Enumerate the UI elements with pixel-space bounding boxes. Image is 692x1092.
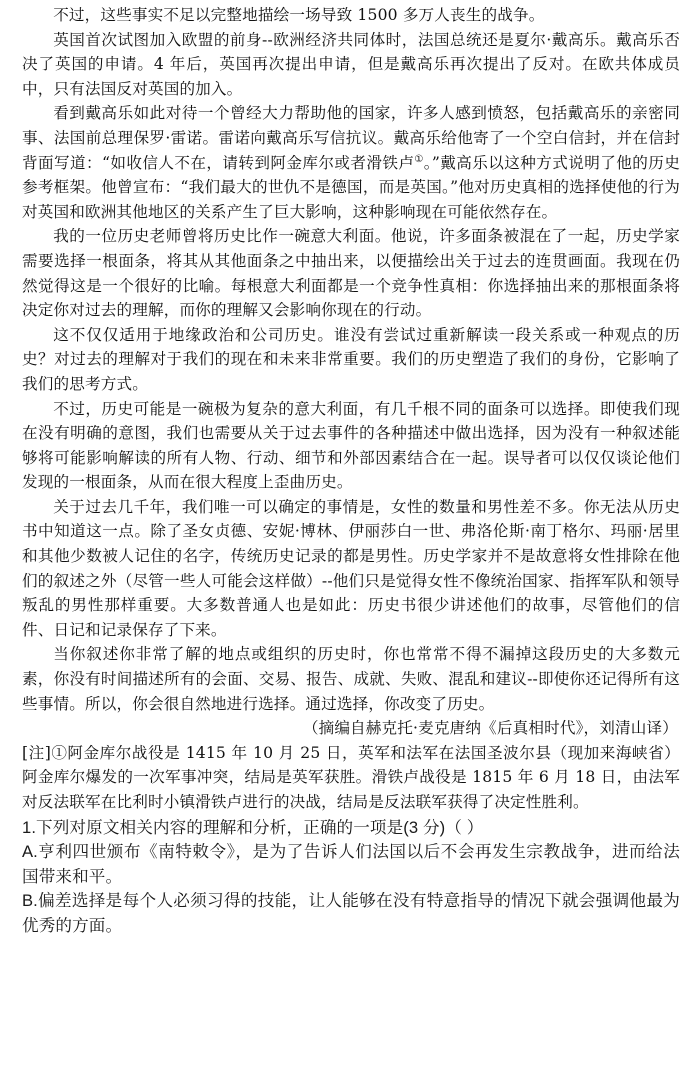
- paragraph-1: 不过，这些事实不足以完整地描绘一场导致 1500 多万人丧生的战争。: [53, 6, 545, 24]
- question-stem: 1.下列对原文相关内容的理解和分析，正确的一项是(3 分)（ ）: [22, 817, 484, 837]
- footnote-mark: ①: [414, 153, 424, 165]
- paragraph-5: 这不仅仅适用于地缘政治和公司历史。谁没有尝试过重新解读一段关系或一种观点的历史？对过去的理解对于我们的现在和未来非常重要。我们的历史塑造了我们的身份，它影响了我们的思考方式。: [22, 325, 680, 393]
- paragraph-6: 不过，历史可能是一碗极为复杂的意大利面，有几千根不同的面条可以选择。即使我们现在没有明确的意图，我们也需要从关于过去事件的各种描述中做出选择，因为没有一种叙述能够将可能影响解读的所有人物、行动、细节和外部因素结合在一起。误导者可以仅仅谈论他们发现的一根面条，从而在很大程度上歪曲历史。: [22, 399, 680, 492]
- source-citation: （摘编自赫克托·麦克唐纳《后真相时代》，刘清山译）: [302, 719, 678, 738]
- paragraph-3-part-1: 看到戴高乐如此对待一个曾经大力帮助他的国家，许多人感到愤怒，包括戴高乐的亲密同事、法国前总理保罗·雷诺。雷诺向戴高乐写信抗议。戴高乐给他寄了一个空白信封，并在信封背面写道：“如收信人不在，请转到阿金库尔或者滑铁卢: [22, 104, 680, 172]
- paragraph-7: 关于过去几千年，我们唯一可以确定的事情是，女性的数量和男性差不多。你无法从历史书中知道这一点。除了圣女贞德、安妮·博林、伊丽莎白一世、弗洛伦斯·南丁格尔、玛丽·居里和其他少数被人记住的名字，传统历史记录的都是男性。历史学家并不是故意将女性排除在他们的叙述之外（尽管一些人可能会这样做）--他们只是觉得女性不像统治国家、指挥军队和领导叛乱的男性那样重要。大多数普通人也是如此：历史书很少讲述他们的故事，尽管他们的信件、日记和记录保存了下来。: [22, 497, 680, 639]
- paragraph-3-part-2: 。”戴高乐以这种方式说明了他的历史参考框架。他曾宣布：“我们最大的世仇不是德国，而是英国。”他对历史真相的选择使他的行为对英国和欧洲其他地区的关系产生了巨大影响，这种影响现在可能依然存在。: [22, 153, 680, 221]
- paragraph-4: 我的一位历史老师曾将历史比作一碗意大利面。他说，许多面条被混在了一起，历史学家需要选择一根面条，将其从其他面条之中抽出来，以便描绘出关于过去的连贯画面。我现在仍然觉得这是一个很好的比喻。每根意大利面都是一个竞争性真相：你选择抽出来的那根面条将决定你对过去的理解，而你的理解又会影响你现在的行动。: [22, 227, 680, 320]
- paragraph-3: [22, 101, 680, 224]
- footnote: [注]①阿金库尔战役是 1415 年 10 月 25 日，英军和法军在法国圣波尔县（现加来海峡省）阿金库尔爆发的一次军事冲突，结局是英军获胜。滑铁卢战役是 1815 年 6 月 18 日，由法军对反法联军在比利时小镇滑铁卢进行的决战，结局是反法联军获得了决定性胜利。: [22, 743, 680, 811]
- paragraph-8: 当你叙述你非常了解的地点或组织的历史时，你也常常不得不漏掉这段历史的大多数元素，你没有时间描述所有的会面、交易、报告、成就、失败、混乱和建议--即使你还记得所有这些事情。所以，你会很自然地进行选择。通过选择，你改变了历史。: [22, 645, 680, 713]
- option-b: B.偏差选择是每个人必须习得的技能，让人能够在没有特意指导的情况下就会强调他最为优秀的方面。: [22, 891, 680, 935]
- option-a: A.亨利四世颁布《南特敕令》，是为了告诉人们法国以后不会再发生宗教战争，进而给法国带来和平。: [22, 842, 680, 886]
- paragraph-2: 英国首次试图加入欧盟的前身--欧洲经济共同体时，法国总统还是夏尔·戴高乐。戴高乐否决了英国的申请。4 年后，英国再次提出申请，但是戴高乐再次提出了反对。在欧共体成员中，只有法国反对英国的加入。: [22, 30, 680, 98]
